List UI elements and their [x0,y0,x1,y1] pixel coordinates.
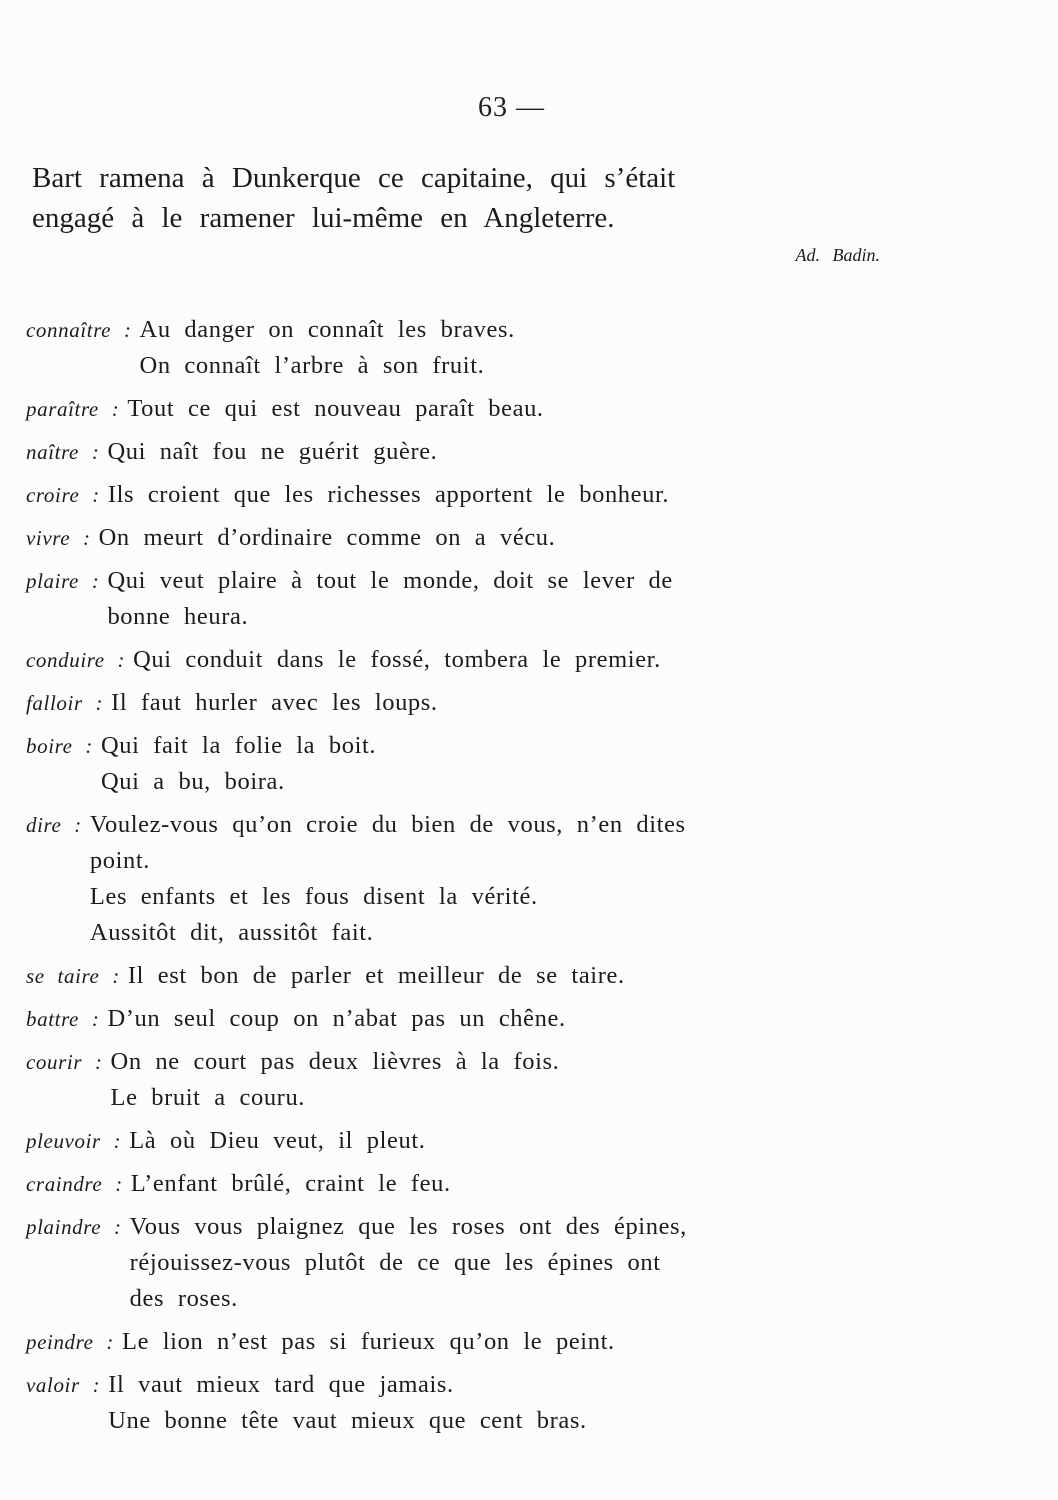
verb-label: battre : [26,1007,100,1031]
proverb-text [127,391,896,427]
proverb-line: Il est bon de parler et meilleur de se taire. [127,962,625,989]
proverb-line: des roses. [129,1285,238,1312]
proverb-text [122,1324,896,1360]
proverb-entry [26,642,896,678]
proverb-line: Le bruit a couru. [110,1084,306,1111]
proverb-line: Il vaut mieux tard que jamais. [108,1371,454,1398]
proverb-entry [26,1123,896,1159]
proverb-line: Les enfants et les fous disent la vérité. [89,883,538,910]
intro-line: Bart ramena à Dunkerque ce capitaine, qui s’était [32,162,676,194]
verb-label: craindre : [26,1172,123,1196]
proverb-line: Qui fait la folie la boit. [101,732,377,759]
proverb-text [107,1001,896,1037]
proverb-line: On ne court pas deux lièvres à la fois. [110,1048,560,1075]
proverb-line: Qui a bu, boira. [101,768,285,795]
proverb-line: Qui conduit dans le fossé, tombera le premier. [133,646,661,673]
verb-label: se taire : [26,964,120,988]
proverb-line: Qui veut plaire à tout le monde, doit se lever de [107,567,673,594]
proverb-line: L’enfant brûlé, craint le feu. [130,1170,451,1197]
proverb-line: Qui naît fou ne guérit guère. [107,438,438,465]
verb-label: boire : [26,734,93,758]
proverb-text [90,807,896,951]
proverb-line: Là où Dieu veut, il pleut. [129,1127,426,1154]
proverb-line: Au danger on connaît les braves. [139,316,515,343]
proverb-text [130,1209,896,1317]
proverb-entry [26,434,896,470]
proverb-entry [26,807,896,951]
proverb-text [107,563,896,635]
proverb-text [111,1044,896,1116]
proverb-line: Une bonne tête vaut mieux que cent bras. [108,1407,587,1434]
verb-label: valoir : [26,1373,101,1397]
proverb-line: Aussitôt dit, aussitôt fait. [89,919,374,946]
proverb-line: Voulez-vous qu’on croie du bien de vous, n’en dites [89,811,686,838]
proverb-line: D’un seul coup on n’abat pas un chêne. [107,1005,566,1032]
proverb-line: Il faut hurler avec les loups. [111,689,438,716]
verb-label: dire : [26,813,82,837]
proverb-text [99,520,896,556]
verb-label: croire : [26,483,100,507]
verb-label: naître : [26,440,100,464]
proverb-text [101,728,896,800]
intro-line: engagé à le ramener lui-même en Angleterre. [32,202,615,234]
proverb-text [107,434,896,470]
verb-label: connaître : [26,318,132,342]
author-signature: Ad. Badin. [795,245,880,265]
proverb-entry [26,1001,896,1037]
proverb-text [131,1166,896,1202]
proverb-entry [26,1324,896,1360]
proverb-line: Ils croient que les richesses apportent le bonheur. [107,481,670,508]
verb-label: falloir : [26,691,104,715]
proverb-line: Vous vous plaignez que les roses ont des épines, [129,1213,687,1240]
verb-label: plaindre : [26,1215,122,1239]
verb-label: pleuvoir : [26,1129,122,1153]
verb-label: courir : [26,1050,103,1074]
proverb-entry [26,728,896,800]
proverb-line: bonne heura. [107,603,249,630]
proverb-entry [26,685,896,721]
proverb-line: On meurt d’ordinaire comme on a vécu. [98,524,556,551]
proverb-text [129,1123,896,1159]
proverb-entry [26,563,896,635]
verb-label: peindre : [26,1330,115,1354]
proverb-entry [26,391,896,427]
verb-label: plaire : [26,569,100,593]
proverb-entry [26,1209,896,1317]
proverb-text [140,312,896,384]
proverb-entry [26,1367,896,1439]
proverb-list [26,312,896,1446]
intro-paragraph [32,158,882,238]
verb-label: vivre : [26,526,91,550]
proverb-entry [26,1044,896,1116]
proverb-line: Le lion n’est pas si furieux qu’on le peint. [122,1328,615,1355]
proverb-line: réjouissez-vous plutôt de ce que les épines ont [129,1249,661,1276]
proverb-entry [26,312,896,384]
verb-label: conduire : [26,648,126,672]
proverb-line: Tout ce qui est nouveau paraît beau. [127,395,544,422]
verb-label: paraître : [26,397,120,421]
proverb-entry [26,1166,896,1202]
proverb-text [108,1367,896,1439]
proverb-text [133,642,896,678]
proverb-text [111,685,896,721]
proverb-entry [26,520,896,556]
proverb-entry [26,958,896,994]
proverb-entry [26,477,896,513]
proverb-text [108,477,896,513]
proverb-line: point. [89,847,150,874]
page-number: 63 — [478,92,545,123]
proverb-text [128,958,896,994]
proverb-line: On connaît l’arbre à son fruit. [139,352,485,379]
